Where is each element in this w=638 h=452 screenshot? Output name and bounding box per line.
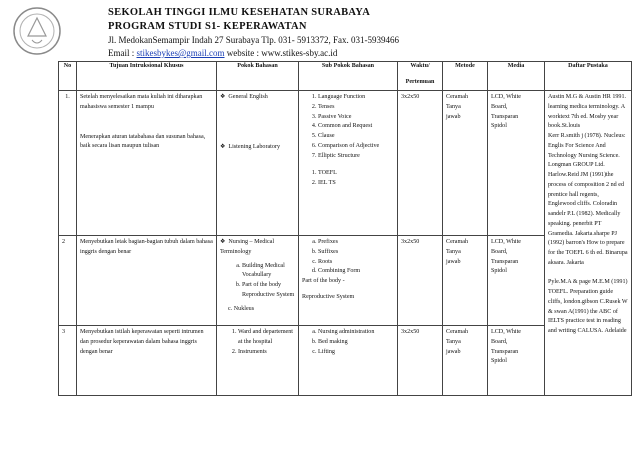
row-pokok	[217, 91, 299, 236]
row-waktu: 3x2x50	[398, 91, 443, 236]
row-waktu: 3x2x50	[398, 326, 443, 396]
col-header-waktu	[398, 62, 443, 91]
col-header-pokok: Pokok Bahasan	[217, 62, 299, 91]
row-no: 1.	[59, 91, 77, 236]
row-media: LCD, White Board, Transparan Spidol	[488, 236, 545, 326]
list-item: b. Part of the body Reproductive System	[242, 281, 295, 301]
address-line: Jl. MedokanSemampir Indah 27 Surabaya Tlp. 031- 5913372, Fax. 031-5939466	[108, 35, 400, 45]
list-item: 5. Clause	[318, 132, 394, 142]
row-media: LCD, White Board, Transparan Spidol	[488, 326, 545, 396]
col-header-tik: Tujuan Intruksional Khusus	[77, 62, 217, 91]
row-metode: Ceramah Tanya jawab	[443, 326, 488, 396]
letterhead	[0, 0, 638, 68]
pustaka-text-1: Austin M.G & Austin HR 1991. learning medica terminology. A worktext 7th ed. Mosby year book.St.louis Kerr R.smith j (1978). Nucleus: Englis For Science And Technology Nursing Science. Longman GROUP Ltd. Harlow.Reid JM (1991)the process of composition 2 nd ed prentice hall regents, Englewood cliffs. Coloradin sandelr P.L (1982). Medically speaking. penerbit PT Gramedia. Jakarta.sharpe PJ (1992) barron's How to prepare for the TOEFL 6 th ed. Binarupa aksara. Jakarta	[548, 94, 628, 266]
row-metode: Ceramah Tanya jawab	[443, 236, 488, 326]
list-item: 2. IEL TS	[318, 179, 394, 189]
list-item: c. Roots	[318, 258, 394, 268]
syllabus-table	[58, 61, 632, 396]
list-item: 1. TOEFL	[318, 169, 394, 179]
row-waktu: 3x2x50	[398, 236, 443, 326]
list-item: 1. Language Function	[318, 93, 394, 103]
col-header-sub: Sub Pokok Bahasan	[299, 62, 398, 91]
list-item: ❖ Listening Laboratory	[220, 143, 295, 153]
col-header-metode: Metode	[443, 62, 488, 91]
list-item: c. Lifting	[318, 348, 394, 358]
list-item: 6. Comparison of Adjective	[318, 142, 394, 152]
list-item: 3. Passive Voice	[318, 113, 394, 123]
email-prefix: Email :	[108, 48, 137, 58]
row-no: 3	[59, 326, 77, 396]
list-item: 1. Ward and departement at the hospital	[238, 328, 295, 348]
list-item: c. Nukleus	[228, 305, 255, 312]
row-sub	[299, 91, 398, 236]
row-no: 2	[59, 236, 77, 326]
tik-text: Menerapkan aturan tatabahasa dan susunan bahasa, baik secara lisan maupun tulisan	[80, 133, 206, 150]
diamond-bullet-icon: ❖	[220, 239, 226, 245]
row-tik	[77, 91, 217, 236]
tik-text: Setelah menyelesaikan mata kuliah ini diharapkan mahasiswa semester 1 mampu	[80, 94, 203, 110]
diamond-bullet-icon: ❖	[220, 143, 226, 150]
list-item: d. Combining Form	[318, 267, 394, 277]
diamond-bullet-icon: ❖	[220, 94, 226, 100]
row-tik: Menyebutkan letak bagian-bagian tubuh dalam bahasa inggris dengan benar	[77, 236, 217, 326]
website-text: website : www.stikes-sby.ac.id	[224, 48, 338, 58]
col-header-pustaka: Daftar Pustaka	[545, 62, 632, 91]
row-media: LCD, White Board, Transparan Spidol	[488, 91, 545, 236]
list-item: a. Building Medical Vocabullary	[242, 262, 295, 282]
pustaka-text-2: Pyle.M.A & page M.E.M (1991) TOEFL. Preparation guide cliffs, london.gibson C.Rusek W & swan A(1991) the ABC of IELTS practice test in reading and writing CALUSA. Adelaide	[548, 279, 628, 334]
row-pokok	[217, 326, 299, 396]
contact-line	[108, 48, 337, 58]
row-metode: Ceramah Tanya jawab	[443, 91, 488, 236]
list-item: a. Prefixes	[318, 238, 394, 248]
col-header-no: No	[59, 62, 77, 91]
waktu-label: Waktu/	[410, 63, 430, 69]
row-sub	[299, 326, 398, 396]
list-item: Reproductive System	[302, 293, 355, 300]
list-item: 7. Elliptic Structure	[318, 152, 394, 162]
email-link[interactable]: stikesbykes@gmail.com	[136, 48, 225, 58]
list-item: 2. Instruments	[238, 348, 295, 358]
list-item: ❖ General English	[220, 93, 295, 103]
row-pustaka	[545, 91, 632, 396]
list-item: Part of the body -	[302, 278, 345, 284]
row-pokok	[217, 236, 299, 326]
list-item: b. Suffixes	[318, 248, 394, 258]
pertemuan-label: Pertemuan	[405, 78, 435, 85]
list-item: 2. Tenses	[318, 103, 394, 113]
table-header-row	[59, 62, 632, 91]
list-item: b. Bed making	[318, 338, 394, 348]
institution-logo	[12, 6, 62, 56]
list-item: ❖ Nursing – Medical Terminology	[220, 239, 275, 255]
col-header-media: Media	[488, 62, 545, 91]
institution-name: SEKOLAH TINGGI ILMU KESEHATAN SURABAYA	[108, 7, 371, 18]
list-item: a. Nursing administration	[318, 328, 394, 338]
list-item: 4. Common and Request	[318, 122, 394, 132]
table-row	[59, 91, 632, 236]
row-sub	[299, 236, 398, 326]
row-tik: Menyebutkan istilah keperawatan seperti intrumen dan prosedur keperawatan dalam bahasa inggris dengan benar	[77, 326, 217, 396]
program-name: PROGRAM STUDI S1- KEPERAWATAN	[108, 21, 307, 32]
